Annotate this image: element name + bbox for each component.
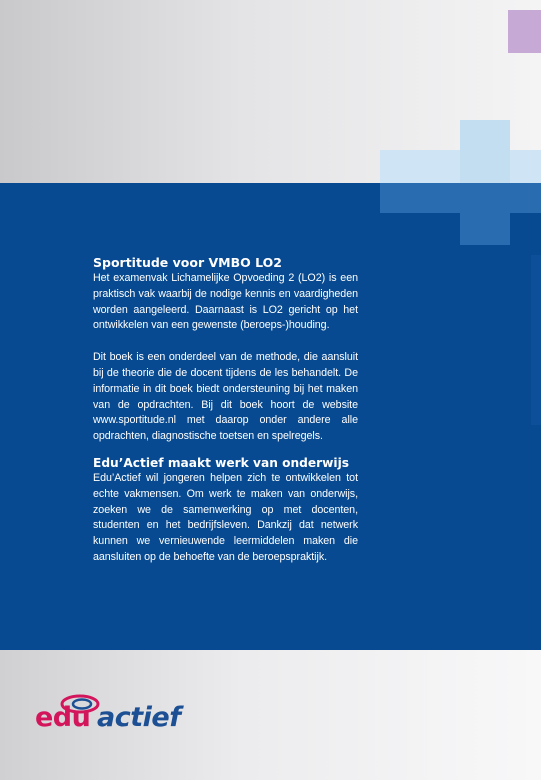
cross-edge-strip [531, 255, 541, 425]
logo-text-actief: actief [97, 702, 181, 733]
intro-paragraph: Het examenvak Lichamelijke Opvoeding 2 (LO2) is een praktisch vak waarbij de nodige kennis en vaardigheden worden aangeleerd. Daarnaast is LO2 gericht op het ontwikkelen van een gewenste (beroeps-)houding. [93, 272, 358, 332]
section-title-sportitude: Sportitude voor VMBO LO2 [93, 255, 282, 270]
purple-accent-tab [508, 10, 541, 53]
plus-cross-light-vertical [460, 120, 510, 183]
book-description-paragraph: Dit boek is een onderdeel van de methode, die aansluit bij de theorie die de docent tijdens de les behandelt. De informatie in dit boek biedt ondersteuning bij het maken van de opdrachten. Bij dit boek hoort de website www.sportitude.nl met daarop onder andere alle opdrachten, diagnostische toetsen en spelregels. [93, 351, 358, 443]
eduactief-logo [35, 692, 181, 744]
back-cover-text [93, 255, 358, 566]
section-title-eduactief: Edu’Actief maakt werk van onderwijs [93, 455, 350, 470]
eduactief-paragraph: Edu’Actief wil jongeren helpen zich te ontwikkelen tot echte vakmensen. Om werk te maken van onderwijs, zoeken we de samenwerking op met docenten, studenten en het bedrijfsleven. Dankzij dat netwerk kunnen we vernieuwende leermiddelen maken die aansluiten op de behoefte van de beroepspraktijk. [93, 471, 358, 563]
plus-cross-blue-vertical [460, 183, 510, 245]
logo-text-edu: edu [35, 702, 91, 733]
